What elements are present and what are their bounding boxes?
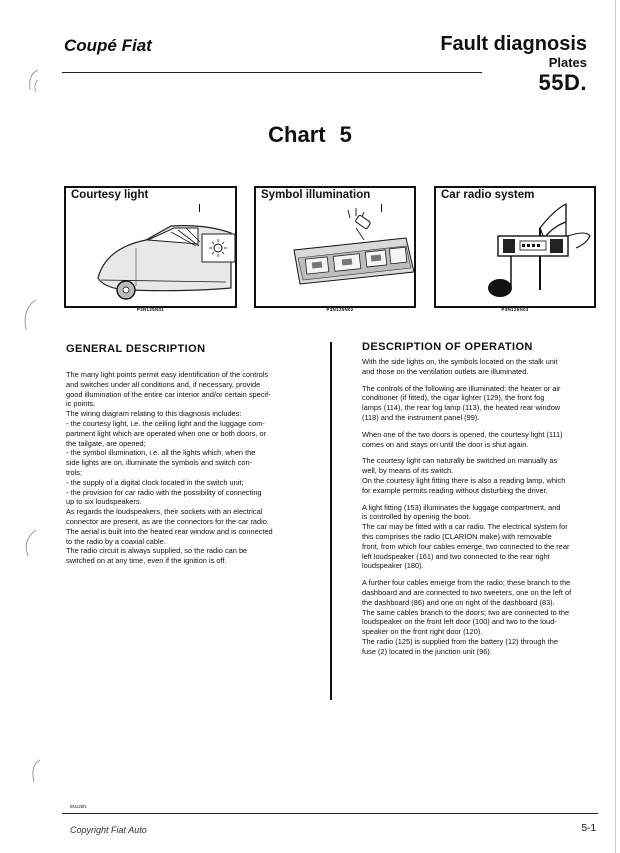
operation-heading: DESCRIPTION OF OPERATION [362,341,533,353]
section-title: Fault diagnosis [440,33,587,55]
paragraph [362,357,598,377]
text-line: lamps (114), the rear fog lamp (113), the heated rear window [362,403,561,413]
paragraph [362,384,598,423]
text-line: The courtesy light can naturally be switched on manually as [362,456,558,466]
text-line: to the radio by a coaxial cable. [66,536,166,546]
footer-code: 5N125N [70,804,87,809]
text-line: good illumination of the entire car interior and/or certain specif- [66,389,271,399]
section-subtitle: Plates [548,55,587,70]
text-line: comes on and stays on until the door is shut again. [362,439,529,449]
text-line: (118) and the instrument panel (99). [362,412,480,422]
column-divider [330,342,332,700]
panel-car-radio-system [434,186,596,308]
general-description-text [66,370,298,566]
switch-panel-illustration [256,188,414,306]
car-radio-illustration [436,188,594,306]
text-line: speaker on the front right door (120). [362,627,483,637]
panel-title: Car radio system [441,189,535,201]
text-line: for example permits reading without disturbing the driver. [362,485,548,495]
text-line: and switches under all conditions and, if necessary, provide [66,379,261,389]
text-line: - the provision for car radio with the possibility of connecting [66,487,262,497]
text-line: On the courtesy light fitting there is also a reading lamp, which [362,475,566,485]
text-line: fuse (2) located in the junction unit (96). [362,646,492,656]
text-line: up to six loudspeakers. [66,497,142,507]
footer-rule [62,813,598,814]
text-line: conditioner (if fitted), the cigar lighter (129), the front fog [362,393,545,403]
copyright-text: Copyright Fiat Auto [70,825,147,835]
text-line: ic points. [66,399,96,409]
panel-caption: P3N125N03 [501,307,529,312]
text-line: The aerial is built into the heated rear window and is connected [66,526,273,536]
car-courtesy-light-illustration [66,188,235,306]
chart-label: Chart [268,122,326,147]
text-line: The radio circuit is always supplied, so the radio can be [66,546,248,556]
text-line: With the side lights on, the symbols located on the stalk unit [362,357,558,366]
panel-caption: P3N125N01 [136,307,165,312]
text-line: the tailgate, are opened; [66,438,146,448]
general-description-heading: GENERAL DESCRIPTION [66,343,206,355]
panel-courtesy-light [64,186,237,308]
text-line: - the supply of a digital clock located in the switch unit; [66,477,244,487]
text-line: connector are present, as are the connectors for the car radio. [66,516,269,526]
panel-title: Symbol illumination [261,189,371,201]
brand-name: Coupé Fiat [64,36,152,55]
text-line: trols; [66,467,83,477]
text-line: The many light points permit easy identification of the controls [66,370,269,379]
page-number: 5-1 [581,823,596,834]
text-line: The radio (125) is supplied from the battery (12) through the [362,636,558,646]
text-line: The same cables branch to the doors; two are connected to the [362,607,570,617]
text-line: well, by means of its switch. [362,466,454,476]
text-line: switched on at any time, even if the ignition is off. [66,556,227,566]
text-line: loudspeaker (180). [362,561,424,571]
paragraph [362,503,598,572]
text-line: side lights are on, illuminate the symbols and switch con- [66,458,253,468]
text-line: - the courtesy light, i.e. the ceiling light and the luggage com- [66,418,265,428]
text-line: The car may be fitted with a car radio. The electrical system for [362,522,568,532]
text-line: is controlled by opening the boot. [362,512,471,522]
section-code: 55D. [538,70,587,95]
text-line: partment light which are operated when one or both doors, or [66,428,267,438]
text-line: The controls of the following are illuminated: the heater or air [362,383,561,393]
text-line: this comprises the radio (CLARION make) with removable [362,531,552,541]
text-line: A light fitting (153) illuminates the luggage compartment, and [362,502,561,512]
text-line: - the symbol illumination, i.e. all the lights which, when the [66,448,256,458]
panel-title: Courtesy light [71,189,149,201]
text-line: A further four cables emerge from the radio; these branch to the [362,578,571,588]
paragraph [362,430,598,450]
operation-text [362,357,598,664]
panel-symbol-illumination [254,186,416,308]
paragraph [362,578,598,656]
text-line: and those on the ventilation outlets are illuminated. [362,366,529,376]
chart-number: 5 [339,122,352,147]
text-line: The wiring diagram relating to this diagnosis includes: [66,409,242,419]
text-line: As regards the loudspeakers, their sockets with an electrical [66,507,263,517]
text-line: loudspeaker on the front left door (100) and two to the loud- [362,617,557,627]
text-line: dashboard and are connected to two tweeters, one on the left of [362,587,572,597]
panel-caption: P3N125N02 [326,307,354,312]
header-rule [62,72,482,73]
text-line: When one of the two doors is opened, the courtesy light (111) [362,429,563,439]
text-line: the dashboard (86) and one on right of the dashboard (83). [362,597,555,607]
paragraph [362,456,598,495]
text-line: left loudspeaker (161) and two connected to the rear right [362,551,550,561]
chart-heading [0,122,620,148]
text-line: front, from which four cables emerge, two connected to the rear [362,541,570,551]
